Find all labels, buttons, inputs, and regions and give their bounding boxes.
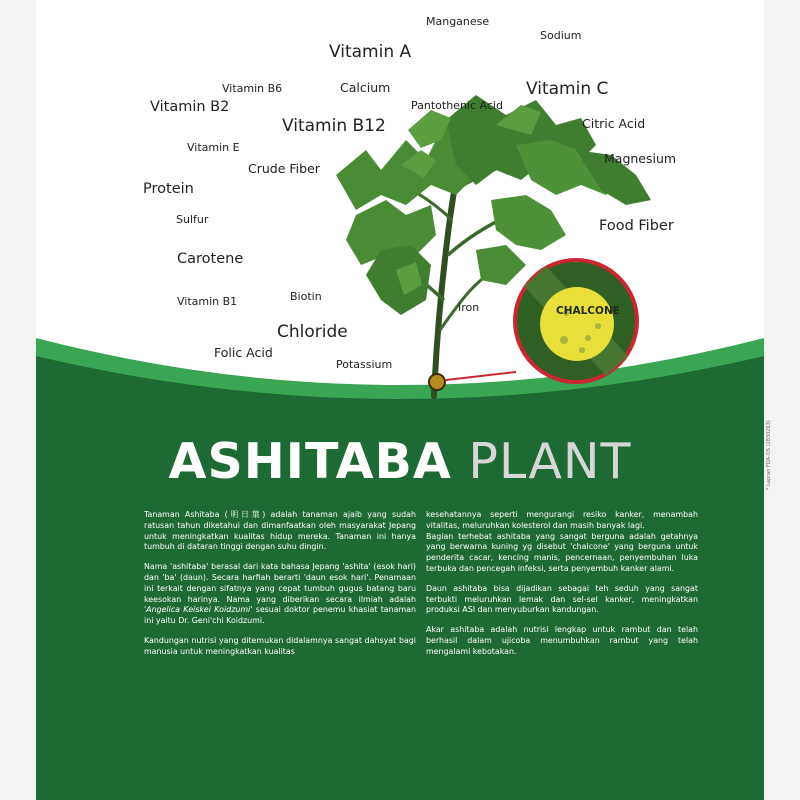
nutrient-sodium: Sodium <box>540 29 582 42</box>
nutrient-calcium: Calcium <box>340 80 391 95</box>
nutrient-food-fiber: Food Fiber <box>599 218 674 234</box>
nutrient-magnesium: Magnesium <box>604 151 677 166</box>
nutrient-iron: Iron <box>458 301 480 314</box>
body-text-left-column <box>144 510 416 658</box>
nutrient-sulfur: Sulfur <box>176 213 209 226</box>
nutrient-vitamin-b6: Vitamin B6 <box>222 82 283 95</box>
nutrient-vitamin-c: Vitamin C <box>526 79 609 99</box>
nutrient-vitamin-b2: Vitamin B2 <box>150 99 230 115</box>
nutrient-vitamin-a: Vitamin A <box>329 42 412 62</box>
nutrient-folic-acid: Folic Acid <box>214 345 273 360</box>
paragraph-name-origin-text: Nama 'ashitaba' berasal dari kata bahasa Jepang 'ashita' (esok hari) dan 'ba' (daun). Secara harfiah berarti 'daun esok hari'. Penamaan ini terkait dengan sifatnya yang cepat tumbuh gugus batang baru keesokan harinya. Nama yang diberikan secara ilmiah adalah ' <box>144 562 416 615</box>
paragraph-roots: Akar ashitaba adalah nutrisi lengkap untuk rambut dan telah berhasil dalam ujicoba menumbuhkan rambut yang telah mengalami kebotakan. <box>426 625 698 656</box>
nutrient-citric-acid: Citric Acid <box>582 116 646 131</box>
paragraph-name-origin <box>144 562 416 627</box>
nutrient-chloride: Chloride <box>277 322 348 342</box>
paragraph-health: kesehatannya seperti mengurangi resiko kanker, menambah vitalitas, meluruhkan kolesterol dan masih banyak lagi. <box>426 510 698 530</box>
paragraph-nutrients: Kandungan nutrisi yang ditemukan didalamnya sangat dahsyat bagi manusia untuk meningkatkan kualitas <box>144 635 416 656</box>
nutrient-pantothenic-acid: Pantothenic Acid <box>411 99 503 112</box>
paragraph-leaves: Daun ashitaba bisa dijadikan sebagai teh seduh yang sangat terbukti meluruhkan lemak dan sel-sel kanker, meningkatkan produksi ASI dan menyuburkan kandungan. <box>426 583 698 615</box>
scientific-name: Angelica Keiskei Koidzumi <box>146 605 251 615</box>
title-bold-word: ASHITABA <box>168 433 452 490</box>
nutrient-carotene: Carotene <box>177 251 244 267</box>
nutrient-vitamin-b1: Vitamin B1 <box>177 295 238 308</box>
nutrient-crude-fiber: Crude Fiber <box>248 161 320 176</box>
paragraph-name-origin-tail: ' sesuai doktor penemu khasiat tanaman ini yaitu Dr. Geni'chi Koidzumi. <box>144 605 416 626</box>
chalcone-magnifier <box>515 260 637 382</box>
body-text-right-column <box>426 510 698 667</box>
nutrient-vitamin-b12: Vitamin B12 <box>282 116 386 136</box>
callout-line <box>446 372 516 380</box>
nutrient-protein: Protein <box>143 181 194 197</box>
paragraph-chalcone: Bagian terhebat ashitaba yang sangat berguna adalah getahnya yang berwarna kuning yg disebut 'chalcone' yang berguna untuk penderita cacar, kencing manis, pencernaan, penyembuhan luka terbuka dan pencegah infeksi, serta penyembuh kanker alami. <box>426 531 698 573</box>
poster-artwork <box>36 0 764 800</box>
chalcone-label: CHALCONE <box>556 305 620 317</box>
nutrient-vitamin-e: Vitamin E <box>187 141 240 154</box>
title-light-word: PLANT <box>468 433 632 490</box>
title-space <box>452 433 469 490</box>
nutrient-potassium: Potassium <box>336 358 393 371</box>
paragraph-intro: Tanaman Ashitaba (明日葉) adalah tanaman ajaib yang sudah ratusan tahun diketahui dan dimanfaatkan oleh masyarakat Jepang untuk meningkatkan kualitas hidup mereka. Tanaman ini hanya tumbuh di dataran tinggi dengan suhu dingin. <box>144 510 416 552</box>
nutrient-manganese: Manganese <box>426 15 490 28</box>
ashitaba-poster <box>36 0 764 800</box>
page-title <box>36 434 764 490</box>
nutrient-biotin: Biotin <box>290 290 322 303</box>
side-footnote: * Lapran FDA-OS (2830263) <box>766 420 772 490</box>
